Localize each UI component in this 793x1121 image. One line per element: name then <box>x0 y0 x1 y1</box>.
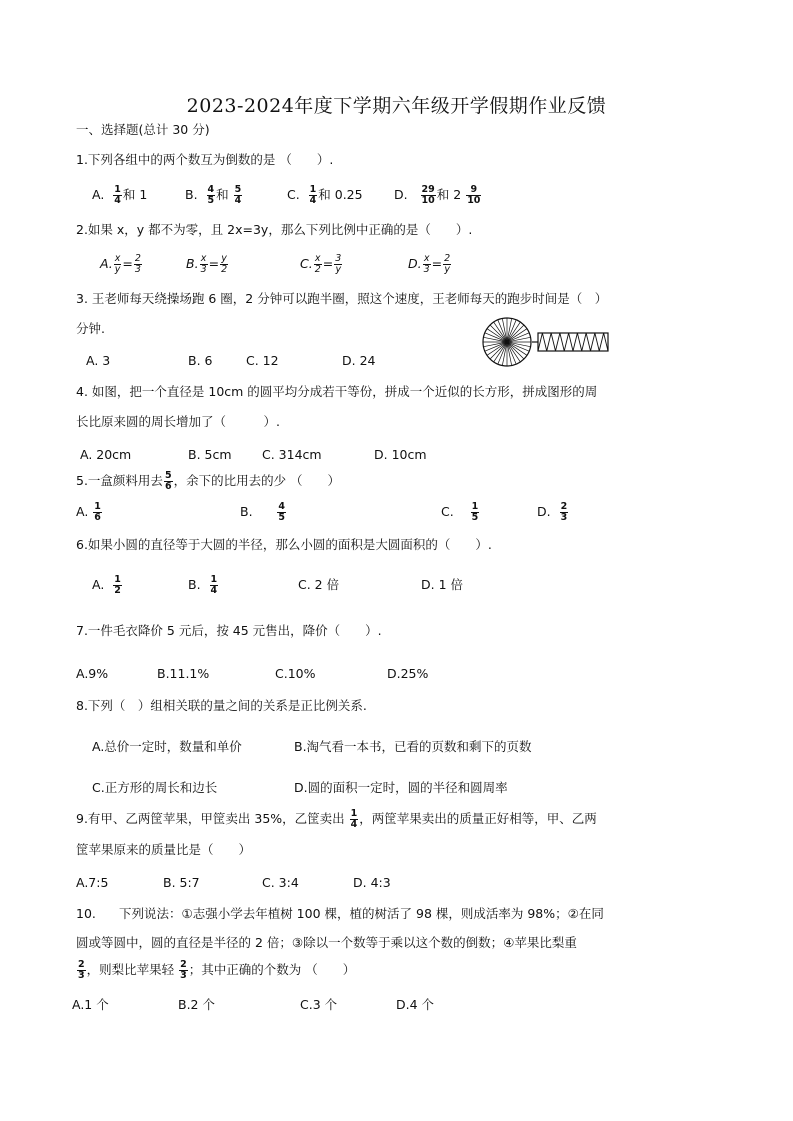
q7-option-a: A.9% <box>76 666 109 681</box>
q4-option-d: D. 10cm <box>374 447 427 462</box>
fraction: $\frac{1}{4}$ <box>309 184 317 206</box>
q5-option-c: C. $\frac{1}{5}$ <box>441 501 479 523</box>
q9-option-b: B. 5:7 <box>163 875 200 890</box>
fraction: $\frac{1}{4}$ <box>210 574 218 596</box>
approx-rectangle-icon <box>538 333 608 351</box>
q1-option-a: A. $\frac{1}{4}$ 和 1 <box>92 184 148 206</box>
fraction: $\frac{4}{5}$ <box>207 184 215 206</box>
q4-stem-cont: 长比原来圆的周长增加了（ ）. <box>76 414 280 429</box>
q6-option-c: C. 2 倍 <box>298 577 340 592</box>
q3-option-b: B. 6 <box>188 353 213 368</box>
q10-option-b: B.2 个 <box>178 997 215 1012</box>
q2-option-b: B. $\frac{x}{3}$ = $\frac{y}{2}$ <box>186 253 228 275</box>
q10-stem: 下列说法：①志强小学去年植树 100 棵，植的树活了 98 棵，则成活率为 98%；②在同 <box>119 906 604 921</box>
q3-option-a: A. 3 <box>86 353 111 368</box>
q1-stem: 1.下列各组中的两个数互为倒数的是 （ ）. <box>76 152 334 167</box>
q7-option-b: B.11.1% <box>157 666 210 681</box>
q2-option-a: A. $\frac{x}{y}$ = $\frac{2}{3}$ <box>100 253 141 275</box>
q7-stem: 7.一件毛衣降价 5 元后，按 45 元售出，降价（ ）. <box>76 623 382 638</box>
fraction: $\frac{5}{4}$ <box>234 184 242 206</box>
fraction: $\frac{2}{3}$ <box>180 959 187 981</box>
fraction: $\frac{y}{2}$ <box>221 253 228 275</box>
q1-option-c: C. $\frac{1}{4}$ 和 0.25 <box>287 184 363 206</box>
fraction: $\frac{2}{y}$ <box>444 253 451 275</box>
q6-stem: 6.如果小圆的直径等于大圆的半径，那么小圆的面积是大圆面积的（ ）. <box>76 537 492 552</box>
q3-stem: 3. 王老师每天绕操场跑 6 圈，2 分钟可以跑半圈，照这个速度，王老师每天的跑步时间是（ ） <box>76 291 608 306</box>
q9-stem: 9.有甲、乙两筐苹果，甲筐卖出 35%，乙筐卖出 $\frac{1}{4}$ ，两筐苹果卖出的质量正好相等，甲、乙两 <box>76 808 597 830</box>
q9-option-d: D. 4:3 <box>353 875 391 890</box>
q9-option-a: A.7:5 <box>76 875 109 890</box>
fraction: $\frac{1}{5}$ <box>471 501 479 523</box>
circle-rearrange-figure <box>480 314 612 370</box>
q10-number: 10. <box>76 906 96 921</box>
fraction: $\frac{x}{y}$ <box>114 253 121 275</box>
fraction: $\frac{2}{3}$ <box>134 253 141 275</box>
section-heading: 一、选择题(总计 30 分) <box>76 122 210 137</box>
fraction: $\frac{1}{6}$ <box>94 501 101 523</box>
q10-option-a: A.1 个 <box>72 997 109 1012</box>
q6-option-a: A. $\frac{1}{2}$ <box>92 574 121 596</box>
fraction: $\frac{x}{3}$ <box>423 253 430 275</box>
q3-option-d: D. 24 <box>342 353 376 368</box>
fraction: $\frac{2}{3}$ <box>560 501 568 523</box>
q5-option-b: B. $\frac{4}{5}$ <box>240 501 286 523</box>
q4-option-b: B. 5cm <box>188 447 232 462</box>
circle-sectors-icon <box>483 318 531 366</box>
fraction: $\frac{2}{3}$ <box>78 959 85 981</box>
q5-option-d: D. $\frac{2}{3}$ <box>537 501 568 523</box>
q1-option-b: B. $\frac{4}{5}$ 和 $\frac{5}{4}$ <box>185 184 242 206</box>
q10-option-c: C.3 个 <box>300 997 338 1012</box>
q3-option-c: C. 12 <box>246 353 279 368</box>
fraction: $\frac{1}{4}$ <box>114 184 121 206</box>
fraction: $\frac{9}{10}$ <box>467 184 481 206</box>
q4-option-c: C. 314cm <box>262 447 322 462</box>
q8-option-d: D.圆的面积一定时，圆的半径和圆周率 <box>294 780 508 795</box>
q8-option-b: B.淘气看一本书，已看的页数和剩下的页数 <box>294 739 532 754</box>
q7-option-d: D.25% <box>387 666 429 681</box>
fraction: $\frac{x}{3}$ <box>200 253 207 275</box>
q8-option-c: C.正方形的周长和边长 <box>92 780 218 795</box>
q10-stem-cont: 圆或等圆中，圆的直径是半径的 2 倍；③除以一个数等于乘以这个数的倒数；④苹果比梨重 <box>76 935 577 950</box>
q6-option-d: D. 1 倍 <box>421 577 463 592</box>
q9-option-c: C. 3:4 <box>262 875 299 890</box>
q6-option-b: B. $\frac{1}{4}$ <box>188 574 218 596</box>
fraction: $\frac{3}{y}$ <box>335 253 342 275</box>
q8-option-a: A.总价一定时，数量和单价 <box>92 739 242 754</box>
q10-stem-end: $\frac{2}{3}$ ，则梨比苹果轻 $\frac{2}{3}$ ；其中正确的个数为 （ ） <box>78 959 356 981</box>
q4-stem: 4. 如图，把一个直径是 10cm 的圆平均分成若干等份，拼成一个近似的长方形，拼成图形的周 <box>76 384 598 399</box>
q2-option-d: D. $\frac{x}{3}$ = $\frac{2}{y}$ <box>408 253 451 275</box>
fraction: $\frac{4}{5}$ <box>278 501 286 523</box>
fraction: $\frac{29}{10}$ <box>421 184 435 206</box>
q2-stem: 2.如果 x，y 都不为零，且 2x=3y，那么下列比例中正确的是（ ）. <box>76 222 473 237</box>
q5-stem: 5.一盒颜料用去 $\frac{5}{6}$ ，余下的比用去的少 （ ） <box>76 470 341 492</box>
fraction: $\frac{5}{6}$ <box>164 470 172 492</box>
q1-option-d: D. $\frac{29}{10}$ 和 2 $\frac{9}{10}$ <box>394 184 481 206</box>
page-title: 2023-2024年度下学期六年级开学假期作业反馈 <box>186 95 607 117</box>
q3-stem-cont: 分钟. <box>76 321 105 336</box>
q7-option-c: C.10% <box>275 666 316 681</box>
fraction: $\frac{1}{4}$ <box>350 808 358 830</box>
q4-option-a: A. 20cm <box>80 447 132 462</box>
q8-stem: 8.下列（ ）组相关联的量之间的关系是正比例关系. <box>76 698 367 713</box>
fraction: $\frac{1}{2}$ <box>114 574 121 596</box>
q9-stem-cont: 筐苹果原来的质量比是（ ） <box>76 842 252 857</box>
fraction: $\frac{x}{2}$ <box>314 253 321 275</box>
q5-option-a: A. $\frac{1}{6}$ <box>76 501 101 523</box>
q2-option-c: C. $\frac{x}{2}$ = $\frac{3}{y}$ <box>300 253 342 275</box>
q10-option-d: D.4 个 <box>396 997 435 1012</box>
